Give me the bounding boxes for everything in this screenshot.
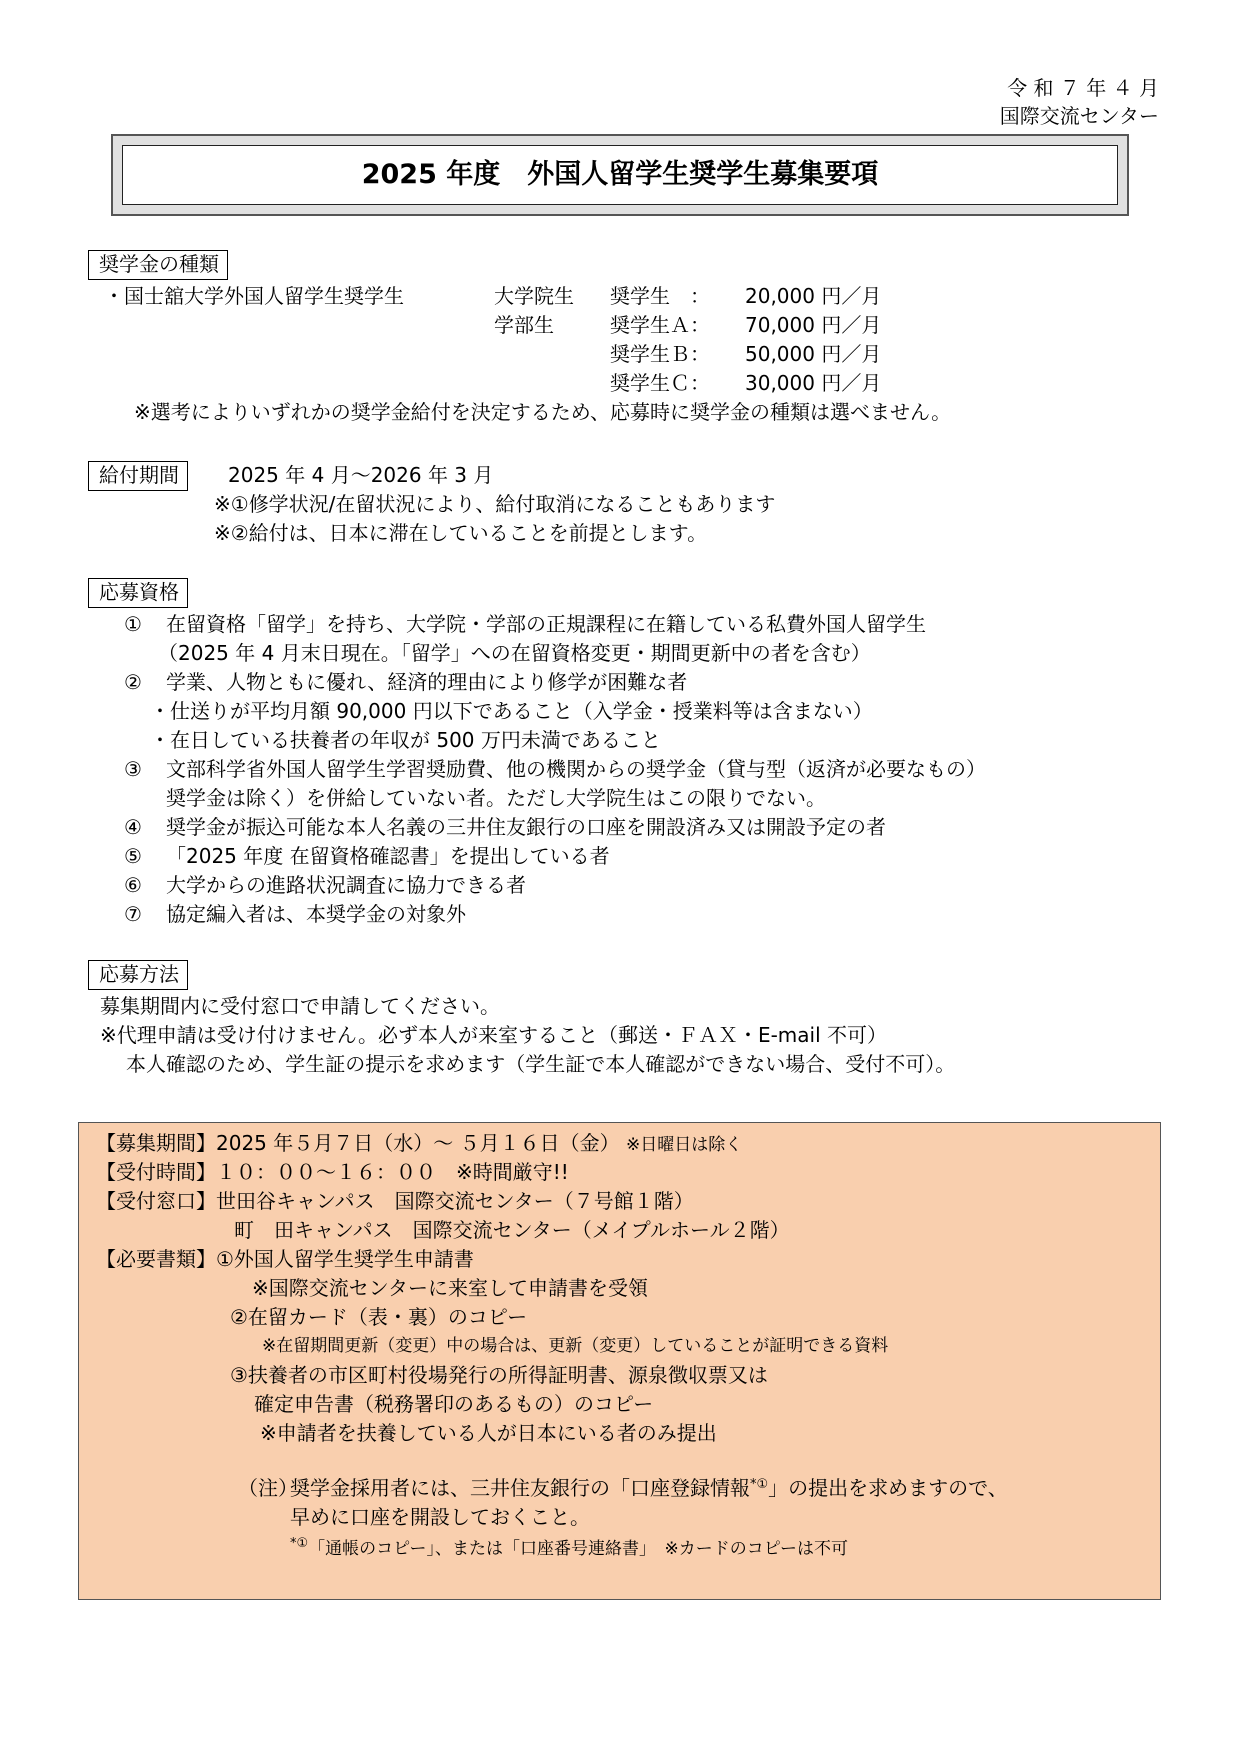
- method-line: 募集期間内に受付窓口で申請してください。: [100, 994, 500, 1018]
- item-number: ③: [124, 757, 142, 781]
- item-text: 「2025 年度 在留資格確認書」を提出している者: [166, 844, 610, 868]
- doc-application-form: ①外国人留学生奨学生申請書: [216, 1247, 474, 1271]
- docs-row: [96, 1247, 474, 1272]
- item-text: 在留資格「留学」を持ち、大学院・学部の正規課程に在籍している私費外国人留学生: [166, 612, 926, 636]
- eligibility-item: [124, 873, 526, 898]
- amount-row: [494, 342, 881, 367]
- footnote-text: 「通帳のコピー」、または「口座番号連絡書」 ※カードのコピーは不可: [308, 1539, 849, 1559]
- eligibility-item: [150, 728, 661, 753]
- period-note: ※②給付は、日本に滞在していることを前提とします。: [214, 521, 708, 545]
- doc-note: ※国際交流センターに来室して申請書を受領: [252, 1276, 648, 1300]
- hours-label: 【受付時間】: [96, 1160, 216, 1184]
- scholarship-name: ・国士舘大学外国人留学生奨学生: [104, 284, 404, 308]
- window-machida: 町 田キャンパス 国際交流センター（メイプルホール２階）: [234, 1218, 790, 1242]
- student-level: 大学院生: [494, 284, 574, 308]
- method-line: 本人確認のため、学生証の提示を求めます（学生証で本人確認ができない場合、受付不可）。: [126, 1052, 956, 1076]
- eligibility-item: [124, 844, 610, 869]
- window-label: 【受付窓口】: [96, 1189, 216, 1213]
- eligibility-item: [150, 699, 873, 724]
- student-level: 学部生: [494, 313, 554, 337]
- period-value: 2025 年 4 月～2026 年 3 月: [228, 463, 494, 487]
- bank-note: [238, 1476, 1008, 1501]
- footnote: [290, 1536, 848, 1560]
- note-text: 」の提出を求めますので、: [768, 1476, 1008, 1500]
- item-text: 奨学金が振込可能な本人名義の三井住友銀行の口座を開設済み又は開設予定の者: [166, 815, 886, 839]
- item-text: 奨学金は除く）を併給していない者。ただし大学院生はこの限りでない。: [166, 786, 826, 810]
- amount-row: [494, 371, 881, 396]
- footnote-marker: *①: [750, 1477, 769, 1492]
- eligibility-item: [124, 757, 986, 782]
- window-setagaya: 世田谷キャンパス 国際交流センター（７号館１階）: [216, 1189, 694, 1213]
- doc-tax-return: 確定申告書（税務署印のあるもの）のコピー: [254, 1392, 654, 1416]
- method-line: ※代理申請は受け付けません。必ず本人が来室すること（郵送・ＦＡＸ・E-mail 不可）: [100, 1023, 888, 1047]
- eligibility-item: [158, 641, 871, 666]
- item-number: ④: [124, 815, 142, 839]
- eligibility-item: [124, 902, 466, 927]
- page-title: 2025 年度 外国人留学生奨学生募集要項: [122, 145, 1118, 205]
- doc-residence-card: ②在留カード（表・裏）のコピー: [230, 1305, 528, 1329]
- period-note: ※日曜日は除く: [625, 1135, 743, 1155]
- amount: 30,000 円／月: [745, 371, 882, 395]
- section-label-method: 応募方法: [88, 960, 188, 990]
- type-note: ※選考によりいずれかの奨学金給付を決定するため、応募時に奨学金の種類は選べません。: [134, 400, 952, 424]
- eligibility-item: [124, 670, 687, 695]
- issue-date: 令 和 ７ 年 ４ 月: [1007, 76, 1159, 100]
- eligibility-item: [124, 612, 926, 637]
- footnote-marker: *①: [290, 1536, 309, 1551]
- amount: 50,000 円／月: [745, 342, 882, 366]
- section-label-scholarship-type: 奨学金の種類: [88, 250, 228, 280]
- item-text: 学業、人物ともに優れ、経済的理由により修学が困難な者: [166, 670, 688, 694]
- item-number: ②: [124, 670, 142, 694]
- bank-note-line2: 早めに口座を開設しておくこと。: [290, 1505, 590, 1529]
- section-label-eligibility: 応募資格: [88, 578, 188, 608]
- item-number: ⑤: [124, 844, 142, 868]
- amount-row: [494, 284, 881, 309]
- note-text: 奨学金採用者には、三井住友銀行の「口座登録情報: [290, 1476, 750, 1500]
- item-number: ⑥: [124, 873, 142, 897]
- period-row: [96, 1131, 742, 1156]
- application-info-box: [78, 1122, 1161, 1600]
- window-row: [96, 1189, 694, 1214]
- hours-value: １０：００～１６：００ ※時間厳守!!: [216, 1160, 569, 1184]
- grade: 奨学生Ａ：: [610, 313, 710, 337]
- period-label: 【募集期間】: [96, 1131, 216, 1155]
- section-label-period: 給付期間: [88, 461, 188, 491]
- doc-income-certificate: ③扶養者の市区町村役場発行の所得証明書、源泉徴収票又は: [230, 1363, 768, 1387]
- docs-label: 【必要書類】: [96, 1247, 216, 1271]
- amount: 20,000 円／月: [745, 284, 882, 308]
- title-frame: [111, 134, 1129, 216]
- item-text: ・在日している扶養者の年収が 500 万円未満であること: [150, 728, 661, 752]
- item-text: （2025 年 4 月末日現在。「留学」への在留資格変更・期間更新中の者を含む）: [158, 641, 871, 665]
- item-text: ・仕送りが平均月額 90,000 円以下であること（入学金・授業料等は含まない）: [150, 699, 873, 723]
- amount: 70,000 円／月: [745, 313, 882, 337]
- grade: 奨学生Ｃ：: [610, 371, 710, 395]
- amount-row: [494, 313, 881, 338]
- period-note: ※①修学状況/在留状況により、給付取消になることもあります: [214, 492, 776, 516]
- grade: 奨学生Ｂ：: [610, 342, 710, 366]
- hours-row: [96, 1160, 569, 1185]
- issuing-office: 国際交流センター: [999, 104, 1159, 128]
- item-text: 協定編入者は、本奨学金の対象外: [166, 902, 466, 926]
- period-value: 2025 年５月７日（水）～ ５月１６日（金）: [216, 1131, 620, 1155]
- grade: 奨学生 ：: [610, 284, 710, 308]
- doc-note: ※在留期間更新（変更）中の場合は、更新（変更）していることが証明できる資料: [262, 1336, 889, 1356]
- eligibility-item: [166, 786, 826, 811]
- doc-note: ※申請者を扶養している人が日本にいる者のみ提出: [260, 1421, 717, 1445]
- item-text: 大学からの進路状況調査に協力できる者: [166, 873, 526, 897]
- eligibility-item: [124, 815, 886, 840]
- item-number: ⑦: [124, 902, 142, 926]
- item-text: 文部科学省外国人留学生学習奨励費、他の機関からの奨学金（貸与型（返済が必要なもの）: [166, 757, 986, 781]
- note-prefix: （注）: [238, 1476, 298, 1500]
- item-number: ①: [124, 612, 142, 636]
